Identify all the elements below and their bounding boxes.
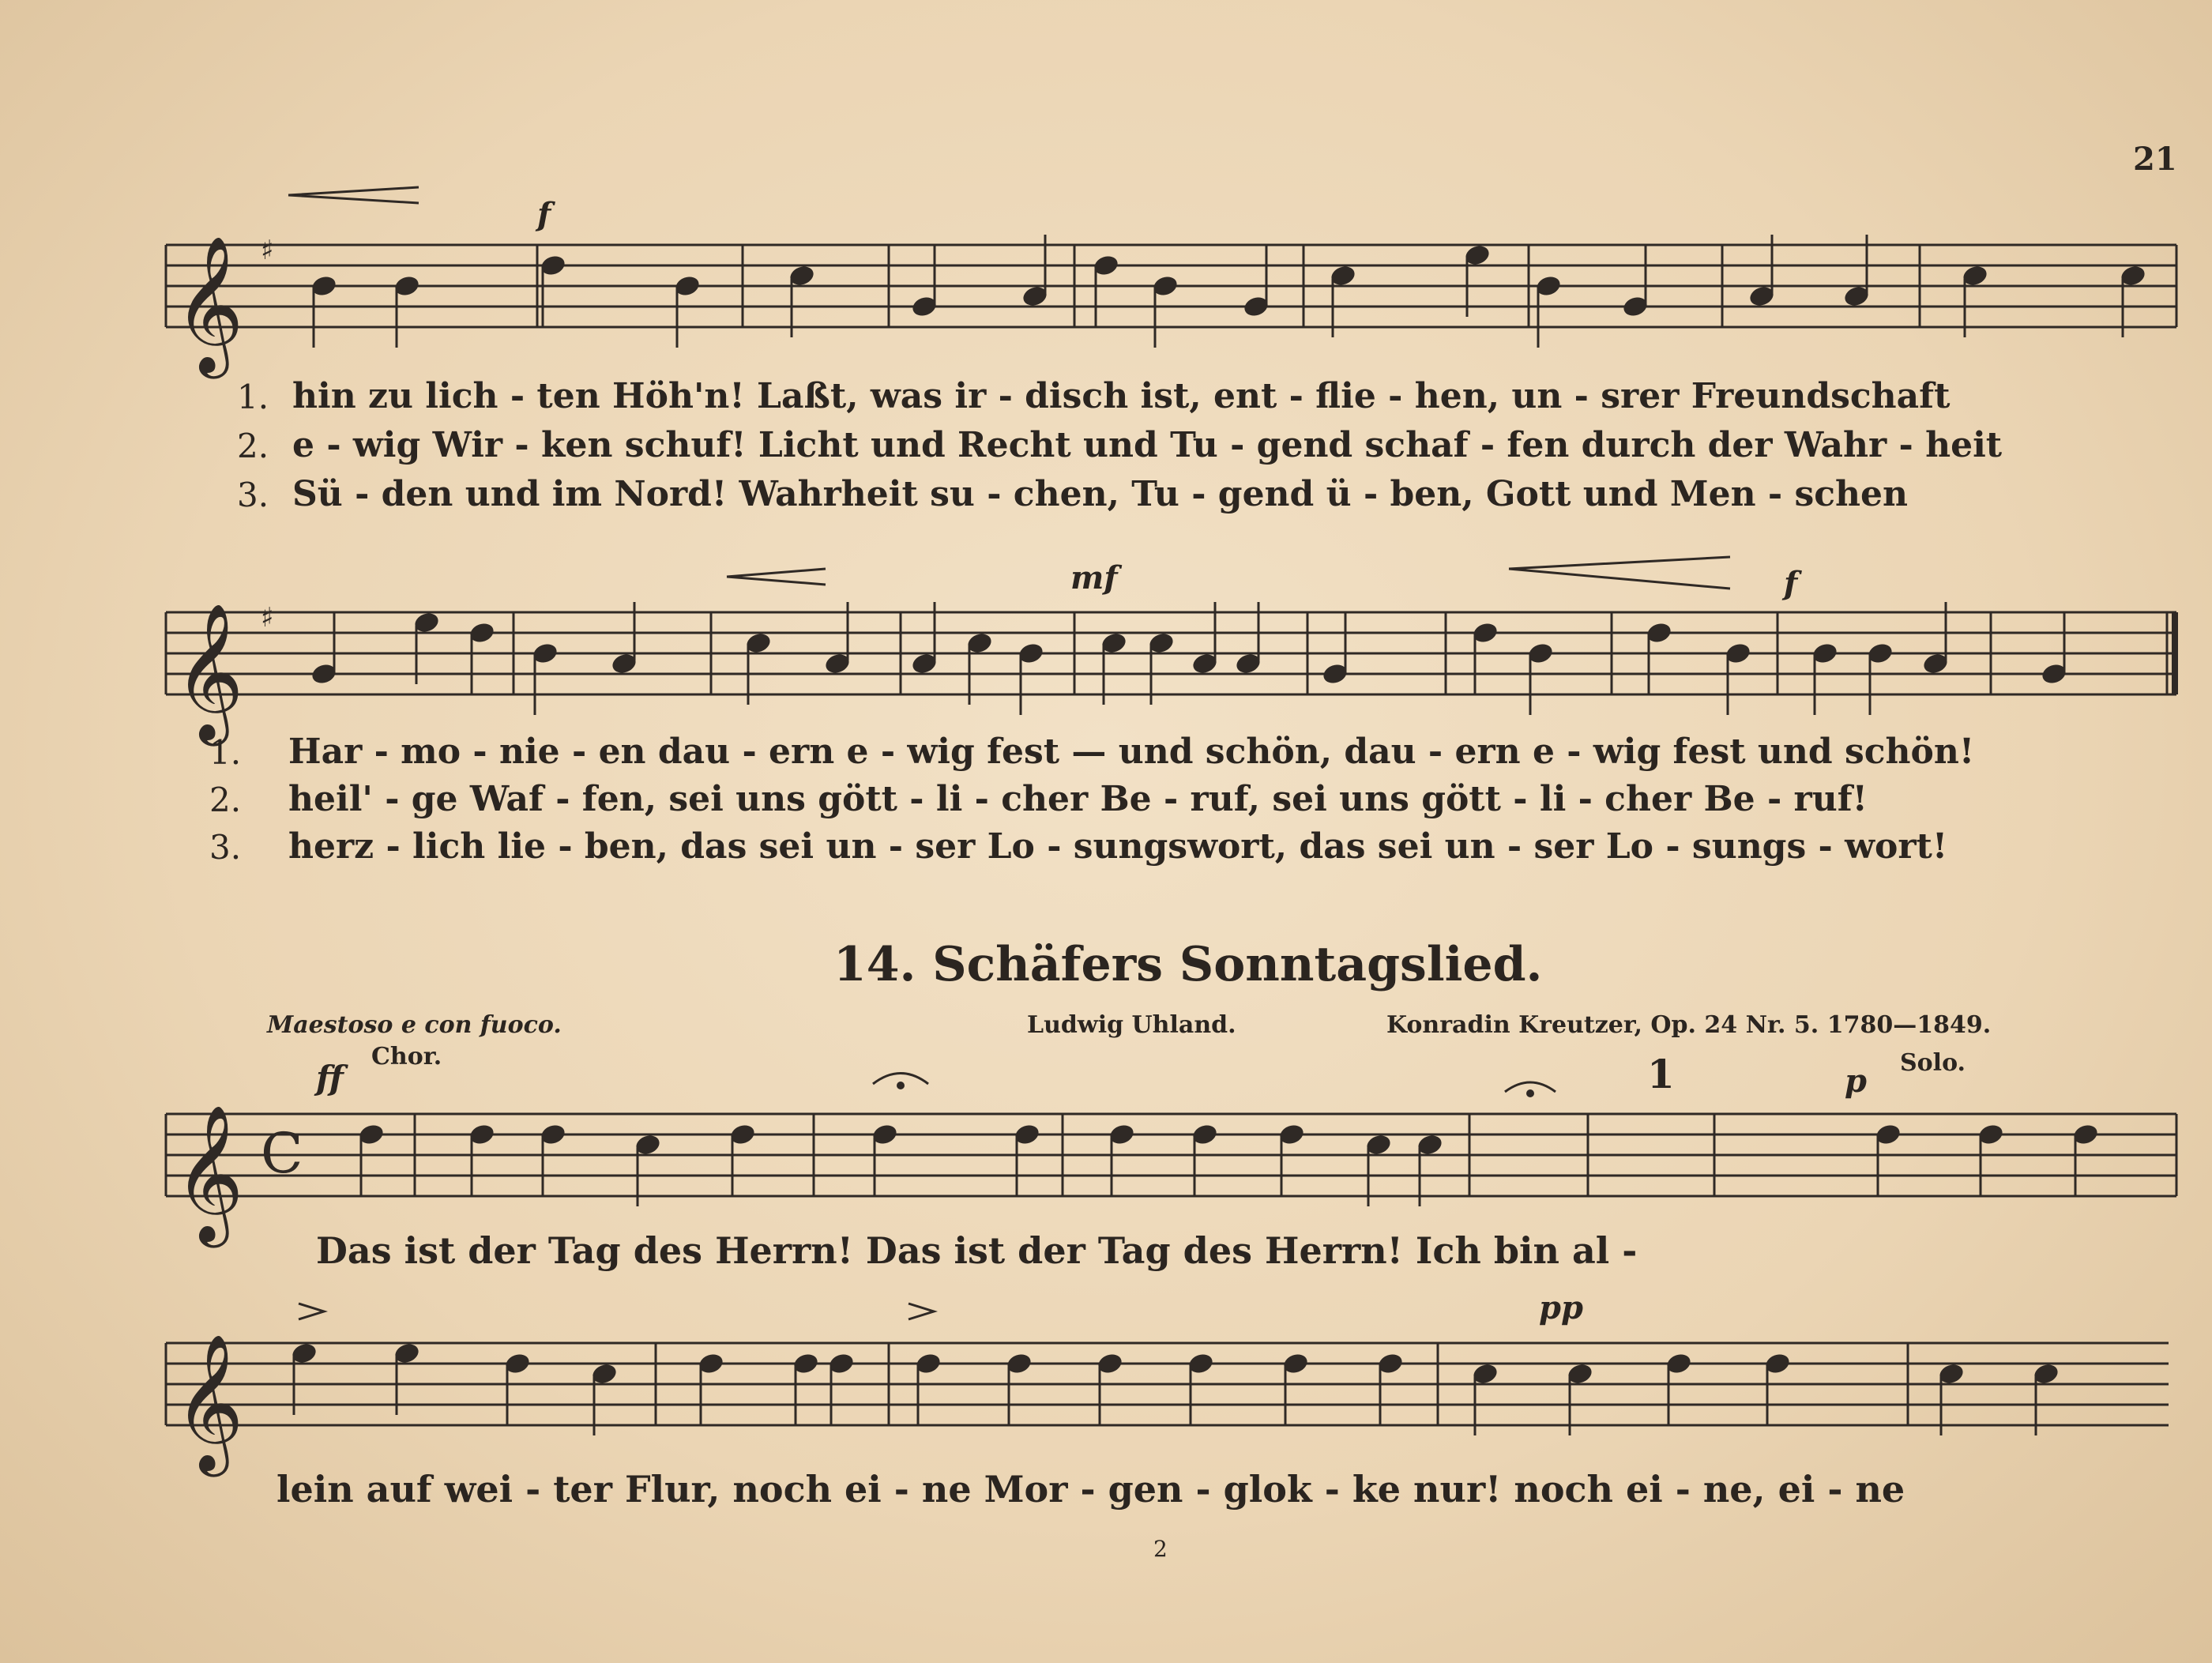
verse-lyrics: hin zu lich - ten Höh'n! Laßt, was ir - disch ist, ent - flie - hen, un - srer Freundschaft <box>292 376 1951 416</box>
crescendo-hairpin <box>1509 557 1730 589</box>
solo-label: Solo. <box>1900 1049 1966 1077</box>
sharp-icon: ♯ <box>261 235 274 266</box>
verse-lyrics: Sü - den und im Nord! Wahrheit su - chen, Tu - gend ü - ben, Gott und Men - schen <box>292 474 1908 514</box>
dynamic-mezzoforte: mf <box>1070 559 1118 596</box>
verse-number: 2. <box>209 781 242 819</box>
verse-number: 3. <box>209 828 242 867</box>
song-lyrics: Das ist der Tag des Herrn! Das ist der Tag des Herrn! Ich bin al - <box>316 1229 1638 1272</box>
verse-number: 3. <box>237 476 269 514</box>
verse-lyrics: e - wig Wir - ken schuf! Licht und Recht und Tu - gend schaf - fen durch der Wahr - heit <box>292 425 2003 465</box>
sharp-icon: ♯ <box>261 602 274 634</box>
tempo-marking: Maestoso e con fuoco. <box>267 1011 562 1039</box>
dynamic-piano: p <box>1845 1063 1867 1100</box>
common-time-icon: C <box>261 1121 303 1186</box>
crescendo-hairpin <box>727 569 826 585</box>
fermata-dot <box>1526 1089 1534 1097</box>
dynamic-forte: f <box>1784 565 1798 602</box>
fermata-dot <box>897 1082 905 1089</box>
final-barline <box>2172 612 2178 694</box>
verse-lyrics: Har - mo - nie - en dau - ern e - wig fest — und schön, dau - ern e - wig fest und schön! <box>288 732 1975 772</box>
treble-clef-icon: 𝄞 <box>174 603 244 740</box>
treble-clef-icon: 𝄞 <box>174 235 244 373</box>
treble-clef-icon: 𝄞 <box>174 1334 244 1471</box>
footer-page-number: 2 <box>1153 1536 1168 1562</box>
composer-credit: Konradin Kreutzer, Op. 24 Nr. 5. 1780—1849. <box>1386 1011 1992 1039</box>
accent-mark <box>299 1304 324 1319</box>
choir-label: Chor. <box>371 1043 442 1070</box>
crescendo-hairpin <box>288 187 419 203</box>
dynamic-forte: f <box>537 196 551 233</box>
rest-count: 1 <box>1647 1051 1675 1097</box>
page-number: 21 <box>2133 141 2177 178</box>
verse-number: 1. <box>237 378 269 416</box>
accent-mark <box>908 1304 934 1319</box>
poet-credit: Ludwig Uhland. <box>1027 1011 1236 1039</box>
verse-number: 2. <box>237 427 269 465</box>
treble-clef-icon: 𝄞 <box>174 1104 244 1242</box>
song-lyrics: lein auf wei - ter Flur, noch ei - ne Mor - gen - glok - ke nur! noch ei - ne, ei - ne <box>276 1468 1905 1511</box>
dynamic-pianissimo: pp <box>1539 1289 1583 1326</box>
dynamic-fortissimo: ff <box>316 1059 344 1097</box>
song-title: 14. Schäfers Sonntagslied. <box>833 937 1543 992</box>
verse-lyrics: heil' - ge Waf - fen, sei uns gött - li - cher Be - ruf, sei uns gött - li - cher Be - ruf! <box>288 779 1868 819</box>
verse-lyrics: herz - lich lie - ben, das sei un - ser Lo - sungswort, das sei un - ser Lo - sungs - wort! <box>288 826 1948 867</box>
verse-number: 1. <box>209 733 242 772</box>
